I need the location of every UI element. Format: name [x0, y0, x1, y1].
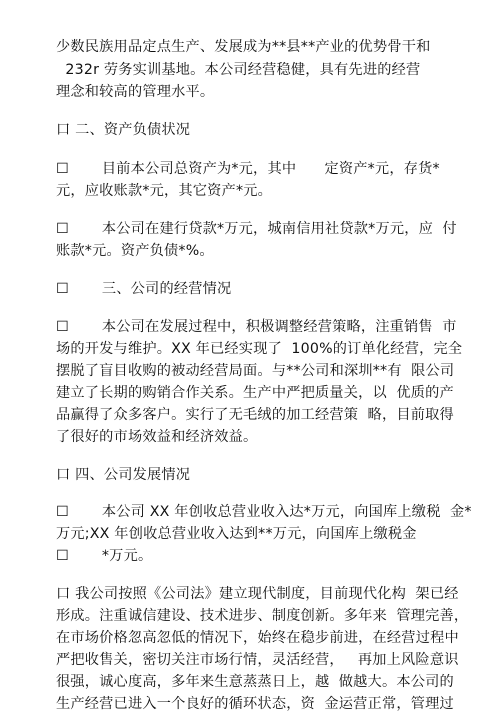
section-heading: 口 二、资产负债状况 — [56, 122, 191, 138]
paragraph-line: 理念和较高的管理水平。 — [56, 84, 215, 100]
paragraph-line: 在市场价格忽高忽低的情况下，始终在稳步前进，在经营过程中 — [56, 630, 459, 646]
paragraph-line: 口 我公司按照《公司法》建立现代制度，目前现代化构 架已经 — [56, 586, 459, 602]
paragraph-line: 生产经营已进入一个良好的循环状态，资 金运营正常，管理过 — [56, 696, 454, 712]
paragraph-line: 万元;XX 年创收总营业收入达到**万元，向国库上缴税金 — [56, 526, 417, 542]
paragraph-line: 232r 劳务实训基地。本公司经营稳健，具有先进的经营 — [56, 62, 421, 78]
paragraph-line: 形成。注重诚信建设、技术进步、制度创新。多年来 管理完善， — [56, 608, 469, 624]
paragraph-line: 了很好的市场效益和经济效益。 — [56, 429, 258, 445]
section-heading: 口 四、公司发展情况 — [56, 467, 191, 483]
paragraph-line: 账款*元。资产负债*%。 — [56, 243, 214, 259]
paragraph-line: 很强，诚心度高，多年来生意蒸蒸日上，越 做越大。本公司的 — [56, 674, 454, 690]
paragraph-line: ☐ *万元。 — [56, 548, 153, 564]
paragraph-line: 场的开发与维护。XX 年已经实现了 100%的订单化经营，完全 — [56, 341, 463, 357]
paragraph-line: ☐ 本公司 XX 年创收总营业收入达*万元，向国库上缴税 金* — [56, 504, 472, 520]
paragraph-line: ☐ 本公司在发展过程中，积极调整经营策略，注重销售 市 — [56, 319, 457, 335]
paragraph-line: ☐ 目前本公司总资产为*元，其中 定资产*元，存货* — [56, 161, 440, 177]
paragraph-line: 少数民族用品定点生产、发展成为**县**产业的优势骨干和 — [56, 39, 431, 55]
section-heading: ☐ 三、公司的经营情况 — [56, 281, 232, 297]
paragraph-line: 摆脱了盲目收购的被动经营局面。与**公司和深圳**有 限公司 — [56, 363, 455, 379]
paragraph-line: 元，应收账款*元，其它资产*元。 — [56, 183, 273, 199]
paragraph-line: 建立了长期的购销合作关系。生产中严把质量关，以 优质的产 — [56, 385, 454, 401]
paragraph-line: ☐ 本公司在建行贷款*万元，城南信用社贷款*万元，应 付 — [56, 221, 457, 237]
paragraph-line: 品赢得了众多客户。实行了无毛绒的加工经营策 略，目前取得 — [56, 407, 454, 423]
paragraph-line: 严把收售关，密切关注市场行情，灵活经营， 再加上风险意识 — [56, 652, 459, 668]
